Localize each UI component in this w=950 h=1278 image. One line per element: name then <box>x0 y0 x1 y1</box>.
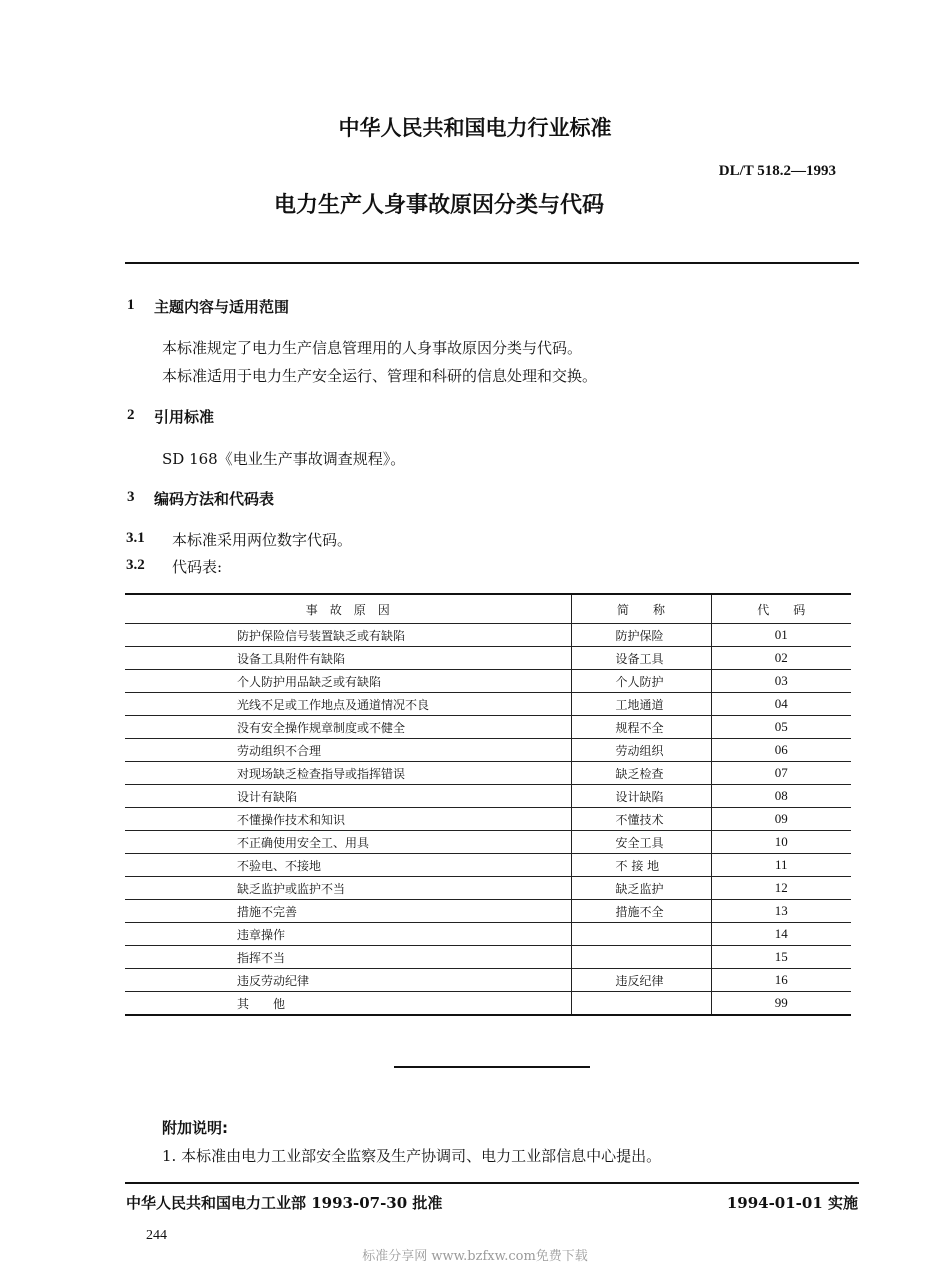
cause-cell: 不正确使用安全工、用具 <box>125 831 571 854</box>
code-cell: 04 <box>711 693 851 716</box>
cause-cell: 光线不足或工作地点及通道情况不良 <box>125 693 571 716</box>
subsection-3-1-number: 3.1 <box>126 530 145 546</box>
code-cell: 15 <box>711 946 851 969</box>
short-name-cell: 个人防护 <box>571 670 711 693</box>
notes-item: 1. 本标准由电力工业部安全监察及生产协调司、电力工业部信息中心提出。 <box>162 1147 662 1165</box>
code-cell: 03 <box>711 670 851 693</box>
short-name-cell: 措施不全 <box>571 900 711 923</box>
table-row <box>125 624 851 647</box>
code-cell: 07 <box>711 762 851 785</box>
short-name-cell: 缺乏监护 <box>571 877 711 900</box>
notes-title: 附加说明: <box>162 1119 228 1137</box>
short-name-cell: 缺乏检查 <box>571 762 711 785</box>
cause-cell: 措施不完善 <box>125 900 571 923</box>
subsection-3-2-text: 代码表: <box>172 558 223 576</box>
table-row <box>125 785 851 808</box>
short-name-cell: 工地通道 <box>571 693 711 716</box>
code-cell: 05 <box>711 716 851 739</box>
standard-category-title: 中华人民共和国电力行业标准 <box>338 116 612 140</box>
section-3-title: 编码方法和代码表 <box>154 490 275 508</box>
short-name-cell: 违反纪律 <box>571 969 711 992</box>
cause-cell: 对现场缺乏检查指导或指挥错误 <box>125 762 571 785</box>
code-cell: 99 <box>711 992 851 1016</box>
code-cell: 14 <box>711 923 851 946</box>
table-row <box>125 716 851 739</box>
short-name-cell: 设备工具 <box>571 647 711 670</box>
cause-cell: 个人防护用品缺乏或有缺陷 <box>125 670 571 693</box>
page-number: 244 <box>146 1228 167 1243</box>
section-2-paragraph: SD 168《电业生产事故调查规程》。 <box>162 450 406 468</box>
table-row <box>125 808 851 831</box>
short-name-cell: 防护保险 <box>571 624 711 647</box>
table-row <box>125 877 851 900</box>
cause-cell: 违章操作 <box>125 923 571 946</box>
short-name-cell <box>571 923 711 946</box>
short-name-cell <box>571 992 711 1016</box>
short-name-cell: 设计缺陷 <box>571 785 711 808</box>
code-cell: 01 <box>711 624 851 647</box>
cause-cell: 防护保险信号装置缺乏或有缺陷 <box>125 624 571 647</box>
implementation-date: 1994-01-01 实施 <box>726 1194 858 1212</box>
section-1-number: 1 <box>127 297 135 313</box>
table-row <box>125 693 851 716</box>
short-name-cell: 不懂技术 <box>571 808 711 831</box>
code-cell: 12 <box>711 877 851 900</box>
section-1-title: 主题内容与适用范围 <box>154 298 290 316</box>
cause-cell: 劳动组织不合理 <box>125 739 571 762</box>
cause-cell: 指挥不当 <box>125 946 571 969</box>
section-1-paragraph: 本标准规定了电力生产信息管理用的人身事故原因分类与代码。 <box>162 339 583 357</box>
short-name-cell <box>571 946 711 969</box>
footer-rule <box>125 1182 859 1184</box>
cause-cell: 违反劳动纪律 <box>125 969 571 992</box>
approval-line: 中华人民共和国电力工业部 1993-07-30 批准 <box>126 1194 443 1212</box>
section-1-paragraph: 本标准适用于电力生产安全运行、管理和科研的信息处理和交换。 <box>162 367 598 385</box>
cause-cell: 设计有缺陷 <box>125 785 571 808</box>
short-name-cell: 不 接 地 <box>571 854 711 877</box>
short-name-cell: 规程不全 <box>571 716 711 739</box>
section-divider <box>394 1066 590 1068</box>
code-cell: 06 <box>711 739 851 762</box>
watermark: 标准分享网 www.bzfxw.com免费下载 <box>362 1249 588 1264</box>
subsection-3-1-text: 本标准采用两位数字代码。 <box>172 531 353 549</box>
table-row <box>125 900 851 923</box>
document-title: 电力生产人身事故原因分类与代码 <box>273 193 604 218</box>
table-row <box>125 762 851 785</box>
code-cell: 16 <box>711 969 851 992</box>
cause-cell: 其 他 <box>125 992 571 1016</box>
table-row <box>125 946 851 969</box>
section-3-number: 3 <box>127 489 135 505</box>
code-cell: 02 <box>711 647 851 670</box>
code-cell: 11 <box>711 854 851 877</box>
standard-number: DL/T 518.2—1993 <box>718 163 836 179</box>
table-header-row <box>125 594 851 624</box>
code-cell: 09 <box>711 808 851 831</box>
section-2-number: 2 <box>127 407 135 423</box>
code-cell: 10 <box>711 831 851 854</box>
cause-cell: 没有安全操作规章制度或不健全 <box>125 716 571 739</box>
code-cell: 08 <box>711 785 851 808</box>
header-short-name: 简 称 <box>571 594 711 624</box>
table-row <box>125 831 851 854</box>
short-name-cell: 劳动组织 <box>571 739 711 762</box>
cause-cell: 不懂操作技术和知识 <box>125 808 571 831</box>
table-row <box>125 854 851 877</box>
section-2-title: 引用标准 <box>154 408 215 426</box>
table-row <box>125 739 851 762</box>
table-row <box>125 647 851 670</box>
header-code: 代 码 <box>711 594 851 624</box>
code-table <box>125 593 851 1016</box>
short-name-cell: 安全工具 <box>571 831 711 854</box>
code-cell: 13 <box>711 900 851 923</box>
header-cause: 事 故 原 因 <box>125 594 571 624</box>
table-row <box>125 670 851 693</box>
table-row <box>125 923 851 946</box>
table-row <box>125 992 851 1016</box>
table-row <box>125 969 851 992</box>
cause-cell: 缺乏监护或监护不当 <box>125 877 571 900</box>
cause-cell: 设备工具附件有缺陷 <box>125 647 571 670</box>
header-rule <box>125 262 859 264</box>
cause-cell: 不验电、不接地 <box>125 854 571 877</box>
subsection-3-2-number: 3.2 <box>126 557 145 573</box>
